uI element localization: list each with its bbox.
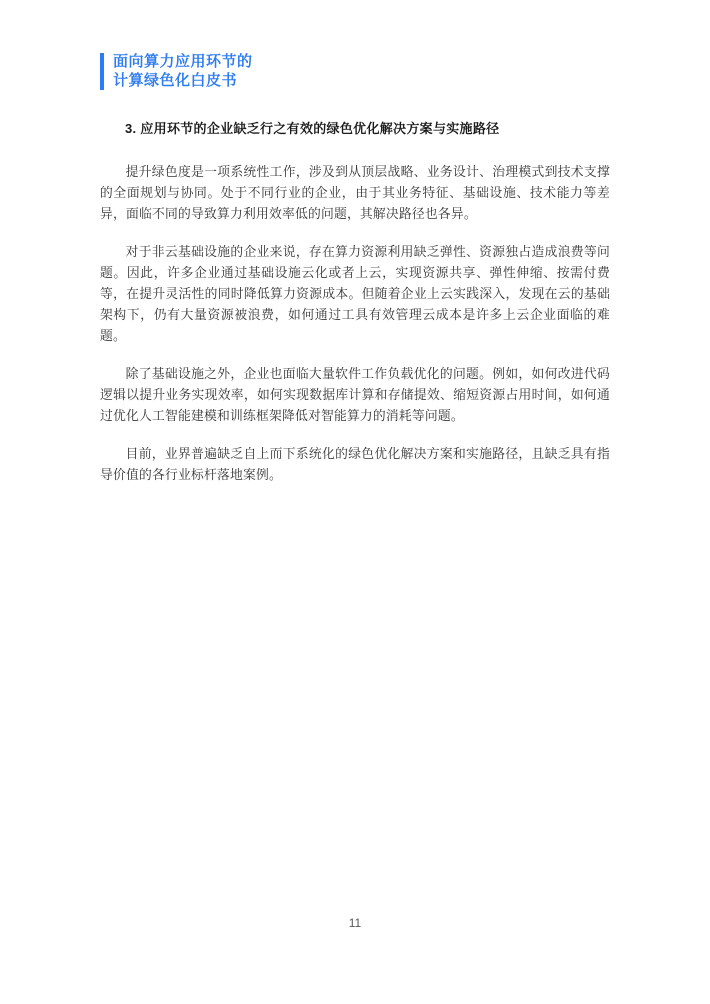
header-accent-bar <box>100 53 104 90</box>
page-number: 11 <box>348 916 362 930</box>
paragraph-1: 提升绿色度是一项系统性工作，涉及到从顶层战略、业务设计、治理模式到技术支撑的全面规划与协同。处于不同行业的企业，由于其业务特征、基础设施、技术能力等差异，面临不同的导致算力利用效率低的问题，其解决路径也各异。 <box>100 164 610 221</box>
paragraph-2: 对于非云基础设施的企业来说，存在算力资源利用缺乏弹性、资源独占造成浪费等问题。因此，许多企业通过基础设施云化或者上云，实现资源共享、弹性伸缩、按需付费等，在提升灵活性的同时降低算力资源成本。但随着企业上云实践深入，发现在云的基础架构下，仍有大量资源被浪费，如何通过工具有效管理云成本是许多上云企业面临的难题。 <box>100 244 610 343</box>
document-body <box>100 121 610 485</box>
document-header <box>100 53 253 90</box>
paragraph-4: 目前，业界普遍缺乏自上而下系统化的绿色优化解决方案和实施路径，且缺乏具有指导价值的各行业标杆落地案例。 <box>100 446 610 482</box>
header-title-line1: 面向算力应用环节的 <box>113 53 253 70</box>
header-title-line2: 计算绿色化白皮书 <box>113 71 238 89</box>
paragraph-3: 除了基础设施之外，企业也面临大量软件工作负载优化的问题。例如，如何改进代码逻辑以提升业务实现效率，如何实现数据库计算和存储提效、缩短资源占用时间，如何通过优化人工智能建模和训练框架降低对智能算力的消耗等问题。 <box>100 366 610 423</box>
header-title <box>113 53 253 90</box>
section-title: 3. 应用环节的企业缺乏行之有效的绿色优化解决方案与实施路径 <box>125 121 500 136</box>
